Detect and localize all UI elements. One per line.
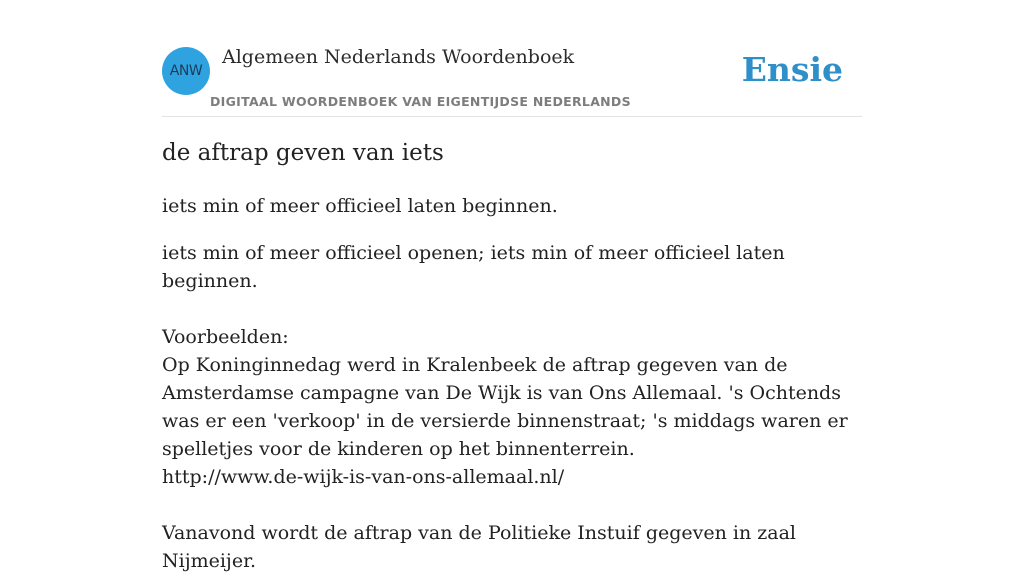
short-definition: iets min of meer officieel laten beginnen. (162, 195, 558, 217)
ensie-brand-logo[interactable]: Ensie (741, 50, 843, 89)
examples-label: Voorbeelden: (162, 326, 289, 348)
spacer (162, 295, 862, 323)
dictionary-title[interactable]: Algemeen Nederlands Woordenboek (222, 46, 575, 68)
example-text: Op Koninginnedag werd in Kralenbeek de aftrap gegeven van de Amsterdamse campagne van De Wijk is van Ons Allemaal. 's Ochtends was er een 'verkoop' in de versierde binnenstraat; 's middags waren er spelletjes voor de kinderen op het binnenterrein. (162, 354, 848, 460)
site-header (162, 0, 862, 117)
entry-body (162, 239, 862, 575)
full-definition: iets min of meer officieel openen; iets min of meer officieel laten beginnen. (162, 242, 785, 292)
logo-text: ANW (169, 63, 203, 79)
dictionary-subtitle: DIGITAAL WOORDENBOEK VAN EIGENTIJDSE NEDERLANDS (210, 94, 631, 109)
page-container (162, 0, 862, 572)
anw-logo[interactable] (162, 47, 210, 95)
spacer (162, 491, 862, 519)
example-text: Vanavond wordt de aftrap van de Politieke Instuif gegeven in zaal Nijmeijer. (162, 522, 796, 572)
example-source-link[interactable]: http://www.de-wijk-is-van-ons-allemaal.nl/ (162, 466, 565, 488)
entry-headword: de aftrap geven van iets (162, 140, 444, 166)
